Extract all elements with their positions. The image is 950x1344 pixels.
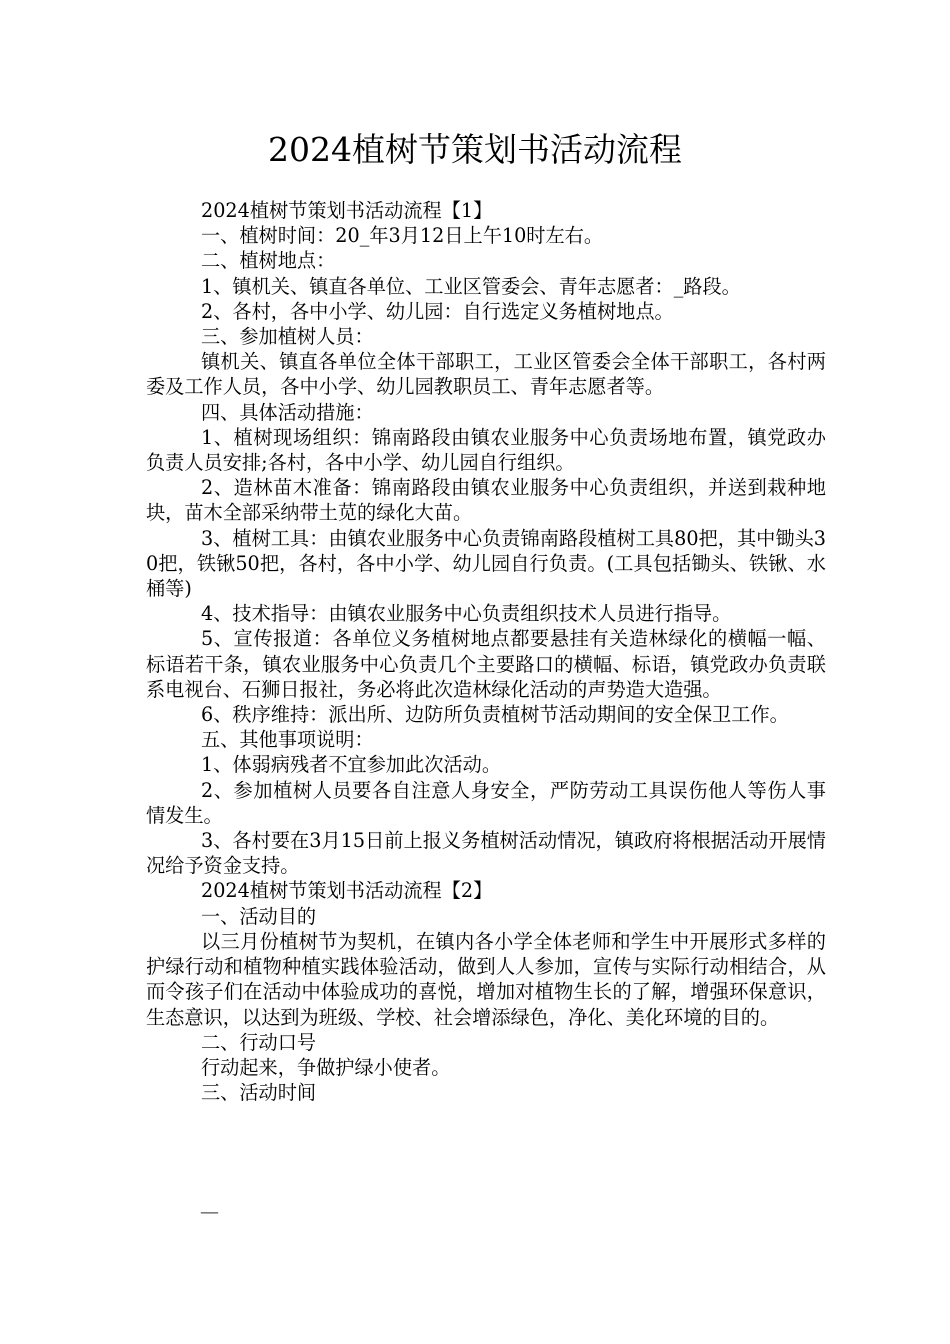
document-body	[146, 198, 826, 1105]
paragraph: 四、具体活动措施：	[201, 400, 374, 424]
document-title: 2024植树节策划书活动流程	[268, 130, 682, 169]
paragraph: 2024植树节策划书活动流程【2】	[201, 879, 493, 903]
paragraph: 5、宣传报道：各单位义务植树地点都要悬挂有关造林绿化的横幅一幅、标语若干条，镇农业服务中心负责几个主要路口的横幅、标语，镇党政办负责联系电视台、石狮日报社，务必将此次造林绿化活动的声势造大造强。	[146, 627, 826, 701]
paragraph: 2、各村，各中小学、幼儿园：自行选定义务植树地点。	[201, 299, 674, 323]
paragraph: 2024植树节策划书活动流程【1】	[201, 199, 493, 222]
paragraph: 1、镇机关、镇直各单位、工业区管委会、青年志愿者：_路段。	[201, 274, 741, 298]
paragraph: 以三月份植树节为契机，在镇内各小学全体老师和学生中开展形式多样的护绿行动和植物种植实践体验活动，做到人人参加，宣传与实际行动相结合，从而令孩子们在活动中体验成功的喜悦，增加对植物生长的了解，增强环保意识，生态意识，以达到为班级、学校、社会增添绿色，净化、美化环境的目的。	[146, 929, 826, 1029]
paragraph: 一、活动目的	[201, 904, 317, 928]
paragraph: 三、活动时间	[201, 1081, 317, 1105]
paragraph: 1、体弱病残者不宜参加此次活动。	[201, 753, 502, 777]
paragraph: 2、参加植树人员要各自注意人身安全，严防劳动工具误伤他人等伤人事情发生。	[146, 778, 826, 827]
paragraph: 五、其他事项说明：	[201, 728, 374, 752]
paragraph: 4、技术指导：由镇农业服务中心负责组织技术人员进行指导。	[201, 602, 732, 626]
paragraph: 6、秩序维持：派出所、边防所负责植树节活动期间的安全保卫工作。	[201, 703, 789, 727]
page-footer-mark: —	[200, 1201, 219, 1223]
paragraph: 行动起来，争做护绿小使者。	[201, 1055, 451, 1079]
paragraph: 二、行动口号	[201, 1030, 317, 1054]
paragraph: 二、植树地点：	[201, 249, 336, 273]
paragraph: 镇机关、镇直各单位全体干部职工，工业区管委会全体干部职工，各村两委及工作人员，各中小学、幼儿园教职员工、青年志愿者等。	[146, 350, 826, 399]
paragraph: 3、各村要在3月15日前上报义务植树活动情况，镇政府将根据活动开展情况给予资金支持。	[146, 829, 826, 878]
paragraph: 2、造林苗木准备：锦南路段由镇农业服务中心负责组织，并送到栽种地块，苗木全部采纳带土苋的绿化大苗。	[146, 476, 826, 525]
paragraph: 一、植树时间：20_年3月12日上午10时左右。	[201, 224, 604, 248]
paragraph: 3、植树工具：由镇农业服务中心负责锦南路段植树工具80把，其中锄头30把，铁锹50把，各村，各中小学、幼儿园自行负责。(工具包括锄头、铁锹、水桶等)	[146, 526, 826, 601]
paragraph: 1、植树现场组织：锦南路段由镇农业服务中心负责场地布置，镇党政办负责人员安排;各村，各中小学、幼儿园自行组织。	[146, 425, 826, 475]
paragraph: 三、参加植树人员：	[201, 325, 374, 349]
